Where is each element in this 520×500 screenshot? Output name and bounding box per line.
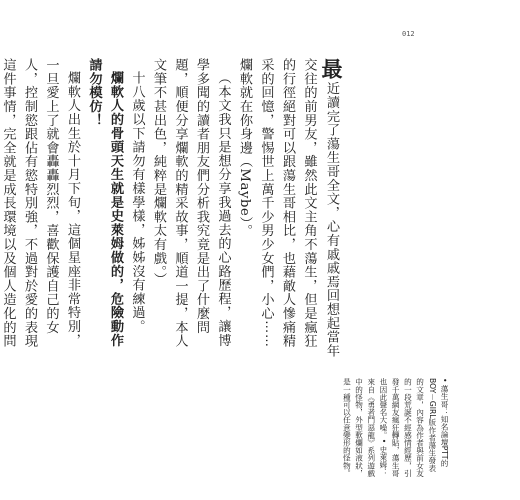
paragraph-4-bold: 爛軟人的骨頭天生就是史萊姆做的，危險動作請勿模仿！ xyxy=(86,58,123,348)
paragraph-5: 爛軟人出生於十月下旬，這個星座非常特別，一旦愛上了就會轟轟烈烈，喜歡保護自己的女人，控制慾跟佔有慾特別強，不過對於愛的表現這件事情，完全就是成長環境以及個人造化的問 xyxy=(0,58,80,348)
drop-cap: 最 xyxy=(319,58,343,80)
page-number: 012 xyxy=(402,30,415,38)
main-text xyxy=(0,58,343,358)
side-note xyxy=(340,378,450,478)
side-note-text: • 蕩生哥：知名論壇PTT的BOY－GIRL版作者蕩生發表的文章，內容為作者與前女友的一段荒誕不經感情經歷，引發千萬網友瘋狂轉貼，蕩生哥也因此聲名大噪。• 史萊姆：來自《勇者鬥惡龍》系列遊戲中的怪物，外型軟爛如液狀，是一種可以任意變形的怪物。 xyxy=(342,378,449,477)
paragraph-3: 十八歲以下請勿有樣學樣，姊姊沒有練過。 xyxy=(129,71,145,334)
paragraph-1 xyxy=(234,58,343,358)
paragraph-2: （本文我只是想分享我過去的心路歷程，讓博學多聞的讀者朋友們分析我究竟是出了什麼問題，順便分享爛軟的精采故事，順道一提，本人文筆不甚出色，純粹是爛軟太有戲。） xyxy=(151,58,231,348)
paragraph-1-text: 近讀完了蕩生哥全文，心有戚戚焉回想起當年交往的前男友，雖然此文主角不蕩生，但是瘋狂的行徑絕對可以跟蕩生哥相比，也藉敵人慘痛精采的回憶，警惕世上萬千少男少女們，小心⋯⋯爛軟就在你身邊（Maybe）。 xyxy=(237,58,339,358)
